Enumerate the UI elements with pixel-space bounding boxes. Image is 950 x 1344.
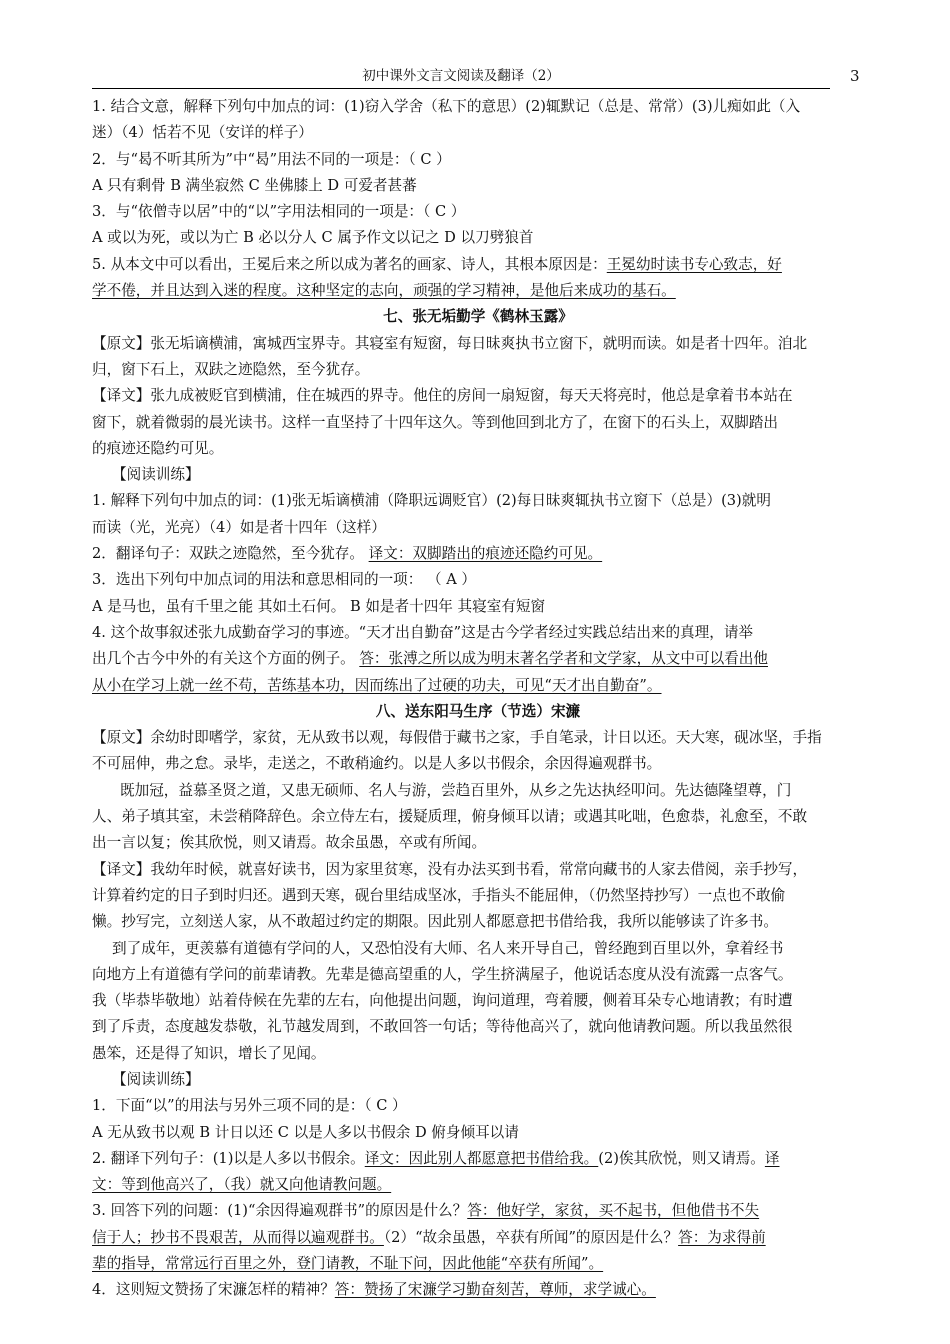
text-line xyxy=(92,1067,864,1093)
document-body xyxy=(92,94,864,1304)
text-line xyxy=(92,646,864,672)
text-line xyxy=(92,515,864,541)
text-line xyxy=(92,436,864,462)
line-text: 4. 这个故事叙述张九成勤奋学习的事迹。“天才出自勤奋”这是古今学者经过实践总结出来的真理，请举 xyxy=(92,623,754,641)
text-line xyxy=(92,94,864,120)
text-line xyxy=(92,567,864,593)
text-line xyxy=(92,383,864,409)
line-text: 八、送东阳马生序（节选）宋濂 xyxy=(375,702,581,720)
text-line xyxy=(92,988,864,1014)
text-line xyxy=(92,936,864,962)
text-line xyxy=(92,751,864,777)
page-header-title: 初中课外文言文阅读及翻译（2） xyxy=(92,64,830,89)
line-text: 2．翻译句子：双趺之迹隐然，至今犹存。 xyxy=(92,545,369,563)
answer-text: 答：赞扬了宋濂学习勤奋刻苦，尊师，求学诚心。 xyxy=(334,1281,656,1299)
line-text: 2．与“曷不听其所为”中“曷”用法不同的一项是：（ C ） xyxy=(92,150,451,168)
line-text: A 无从致书以观 B 计日以还 C 以是人多以书假余 D 俯身倾耳以请 xyxy=(92,1123,519,1141)
line-text: A 是马也，虽有千里之能 其如土石何。 B 如是者十四年 其寝室有短窗 xyxy=(92,597,546,615)
line-text: 【译文】张九成被贬官到横浦，住在城西的界寺。他住的房间一扇短窗，每天天将亮时，他总是拿着书本站在 xyxy=(92,387,793,405)
text-line xyxy=(92,1146,864,1172)
text-line xyxy=(92,1014,864,1040)
line-text: 【原文】张无垢谪横浦，寓城西宝界寺。其寝室有短窗，每日昧爽执书立窗下，就明而读。如是者十四年。洎北 xyxy=(92,334,808,352)
text-line xyxy=(92,120,864,146)
line-text: 3．与“依僧寺以居”中的“以”字用法相同的一项是：（ C ） xyxy=(92,203,466,221)
page-number: 3 xyxy=(850,67,860,85)
line-text: 的痕迹还隐约可见。 xyxy=(92,439,224,457)
text-line xyxy=(92,725,864,751)
answer-text: 答：他好学，家贫，买不起书，但他借书不失 xyxy=(467,1202,760,1220)
text-line xyxy=(92,410,864,436)
line-text: A 只有剩骨 B 满坐寂然 C 坐佛膝上 D 可爱者甚蕃 xyxy=(92,176,417,194)
text-line xyxy=(92,857,864,883)
line-text: 迷）（4）恬若不见（安详的样子） xyxy=(92,124,313,142)
text-line xyxy=(92,1172,864,1198)
line-text: 1. 结合文意，解释下列句中加点的词：(1)窃入学舍（私下的意思）(2)辄默记（总是、常常）(3)儿痴如此（入 xyxy=(92,98,801,115)
line-text: 出几个古今中外的有关这个方面的例子。 xyxy=(92,650,360,668)
text-line xyxy=(92,199,864,225)
answer-text: 信于人；抄书不畏艰苦，从而得以遍观群书。 xyxy=(92,1228,384,1246)
section-heading xyxy=(92,699,864,725)
text-line xyxy=(92,962,864,988)
line-text: 我（毕恭毕敬地）站着侍候在先辈的左右，向他提出问题，询问道理，弯着腰，侧着耳朵专心地请教；有时遭 xyxy=(92,992,793,1010)
line-text: (2)俟其欣悦，则又请焉。 xyxy=(598,1149,765,1167)
text-line xyxy=(92,778,864,804)
answer-text: 从小在学习上就一丝不苟，苦练基本功，因而练出了过硬的功夫，可见“天才出自勤奋”。 xyxy=(92,676,662,694)
answer-text: 答：为求得前 xyxy=(678,1228,766,1246)
text-line xyxy=(92,1251,864,1277)
text-line xyxy=(92,173,864,199)
text-line xyxy=(92,804,864,830)
line-text: 【阅读训练】 xyxy=(112,466,200,484)
line-text: 2. 翻译下列句子：(1)以是人多以书假余。 xyxy=(92,1149,365,1167)
line-text: 而读（光，光亮）（4）如是者十四年（这样） xyxy=(92,518,386,536)
line-text: 愚笨，还是得了知识，增长了见闻。 xyxy=(92,1044,326,1062)
answer-text: 译 xyxy=(764,1149,780,1167)
text-line xyxy=(92,883,864,909)
text-line xyxy=(92,278,864,304)
text-line xyxy=(92,1041,864,1067)
line-text: 1．下面“以”的用法与另外三项不同的是：（ C ） xyxy=(92,1097,407,1115)
text-line xyxy=(92,488,864,514)
section-heading xyxy=(92,304,864,330)
line-text: 窗下，就着微弱的晨光读书。这样一直坚持了十四年这久。等到他回到北方了，在窗下的石头上，双脚踏出 xyxy=(92,413,778,431)
text-line xyxy=(92,830,864,856)
text-line xyxy=(92,252,864,278)
answer-text: 辈的指导，常常远行百里之外，登门请教，不耻下问，因此他能“卒获有所闻”。 xyxy=(92,1255,604,1273)
text-line xyxy=(92,225,864,251)
line-text: 【原文】余幼时即嗜学，家贫，无从致书以观，每假借于藏书之家，手自笔录，计日以还。天大寒，砚冰坚，手指 xyxy=(92,729,822,747)
line-text: 【译文】我幼年时候，就喜好读书，因为家里贫寒，没有办法买到书看，常常向藏书的人家去借阅，亲手抄写， xyxy=(92,860,808,878)
line-text: 4．这则短文赞扬了宋濂怎样的精神？ xyxy=(92,1281,335,1299)
line-text: 既加冠，益慕圣贤之道，又患无硕师、名人与游，尝趋百里外，从乡之先达执经叩问。先达德隆望尊，门 xyxy=(120,781,792,799)
text-line xyxy=(92,1093,864,1119)
answer-text: 学不倦，并且达到入迷的程度。这种坚定的志向，顽强的学习精神，是他后来成功的基石。 xyxy=(92,282,676,300)
line-text: 七、张无垢勤学《鹤林玉露》 xyxy=(383,308,573,326)
line-text: 3. 回答下列的问题：(1)“余因得遍观群书”的原因是什么？ xyxy=(92,1202,468,1220)
line-text: 3．选出下列句中加点词的用法和意思相同的一项： （ A ） xyxy=(92,571,476,589)
line-text: 1. 解释下列句中加点的词：(1)张无垢谪横浦（降职远调贬官）(2)每日昧爽辄执书立窗下（总是）(3)就明 xyxy=(92,492,771,510)
text-line xyxy=(92,1198,864,1224)
line-text: 出一言以复；俟其欣悦，则又请焉。故余虽愚，卒或有所闻。 xyxy=(92,834,487,852)
line-text: 懒。抄写完，立刻送人家，从不敢超过约定的期限。因此别人都愿意把书借给我，我所以能够读了许多书。 xyxy=(92,913,778,931)
text-line xyxy=(92,1277,864,1303)
answer-text: 文：等到他高兴了，（我）就又向他请教问题。 xyxy=(92,1176,392,1194)
text-line xyxy=(92,541,864,567)
line-text: 向地方上有道德有学问的前辈请教。先辈是德高望重的人，学生挤满屋子，他说话态度从没有流露一点客气。 xyxy=(92,965,793,983)
answer-text: 答：张溥之所以成为明末著名学者和文学家，从文中可以看出他 xyxy=(359,650,768,668)
line-text: 归，窗下石上，双趺之迹隐然，至今犹存。 xyxy=(92,360,370,378)
text-line xyxy=(92,1225,864,1251)
line-text: 【阅读训练】 xyxy=(112,1070,200,1088)
line-text: 计算着约定的日子到时归还。遇到天寒，砚台里结成坚冰，手指头不能屈伸，（仍然坚持抄写）一点也不敢偷 xyxy=(92,886,786,904)
line-text: （2）“故余虽愚，卒获有所闻”的原因是什么？ xyxy=(383,1228,679,1246)
text-line xyxy=(92,673,864,699)
answer-text: 王冕幼时读书专心致志，好 xyxy=(606,255,782,273)
text-line xyxy=(92,620,864,646)
text-line xyxy=(92,1120,864,1146)
line-text: 人、弟子填其室，未尝稍降辞色。余立侍左右，援疑质理，俯身倾耳以请；或遇其叱咄，色愈恭，礼愈至，不敢 xyxy=(92,808,808,826)
line-text: A 或以为死，或以为亡 B 必以分人 C 属予作文以记之 D 以刀劈狼首 xyxy=(92,229,534,247)
text-line xyxy=(92,909,864,935)
text-line xyxy=(92,357,864,383)
line-text: 不可屈伸，弗之怠。录毕，走送之，不敢稍逾约。以是人多以书假余，余因得遍观群书。 xyxy=(92,755,662,773)
line-text: 到了斥责，态度越发恭敬，礼节越发周到，不敢回答一句话；等待他高兴了，就向他请教问题。所以我虽然很 xyxy=(92,1018,793,1036)
answer-text: 译文：因此别人都愿意把书借给我。 xyxy=(364,1149,599,1167)
text-line xyxy=(92,331,864,357)
text-line xyxy=(92,462,864,488)
text-line xyxy=(92,147,864,173)
text-line xyxy=(92,594,864,620)
line-text: 到了成年，更羡慕有道德有学问的人，又恐怕没有大师、名人来开导自己，曾经跑到百里以外，拿着经书 xyxy=(112,939,784,957)
answer-text: 译文：双脚踏出的痕迹还隐约可见。 xyxy=(368,545,603,563)
line-text: 5. 从本文中可以看出，王冕后来之所以成为著名的画家、诗人，其根本原因是： xyxy=(92,255,607,273)
